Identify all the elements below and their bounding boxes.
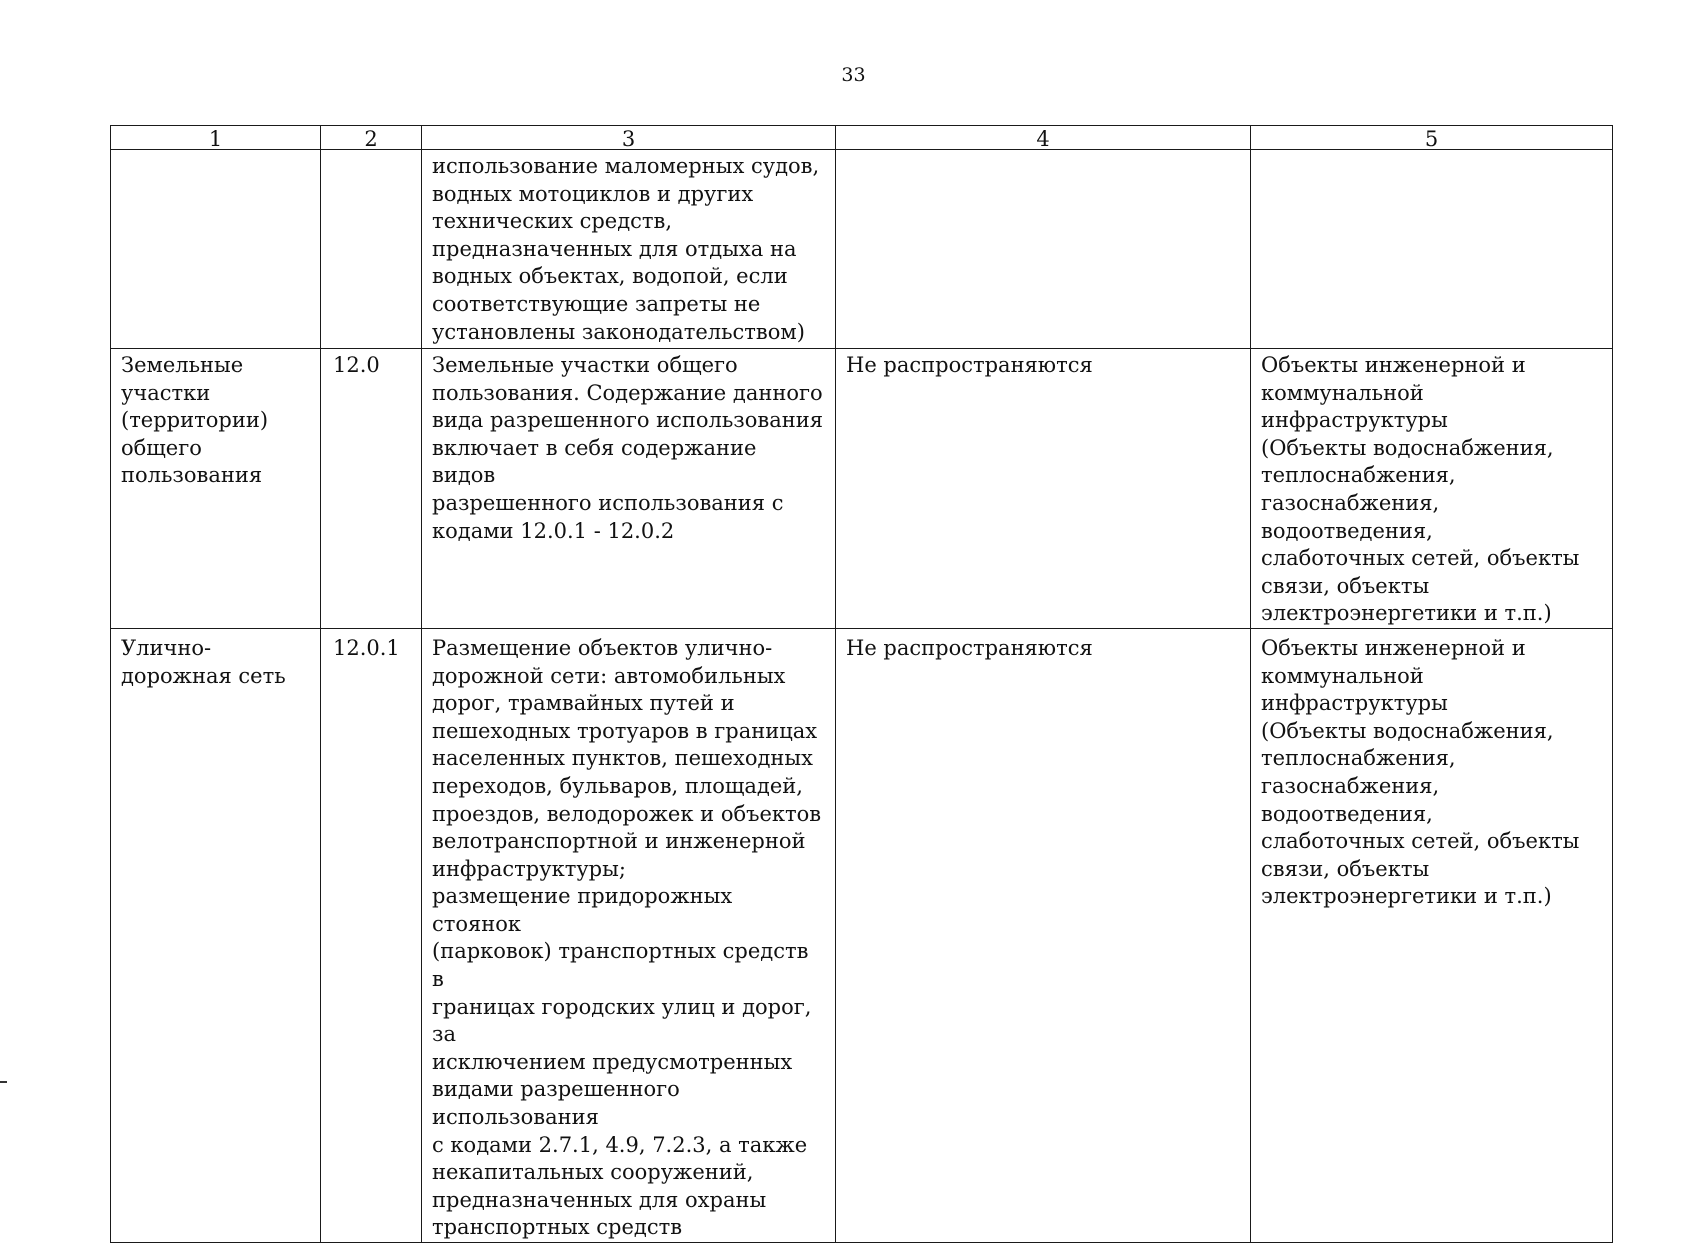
- cell-auxiliary-uses: [1251, 150, 1613, 349]
- table-row: [111, 349, 1613, 629]
- cell-text: Объекты инженерной и коммунальной инфраструктуры (Объекты водоснабжения, теплоснабжения, газоснабжения, водоотведения, слаботочных сетей, объекты связи, объекты электроэнергетики и т.п.): [1261, 635, 1580, 909]
- column-header-2: 2: [321, 126, 422, 150]
- cell-land-use-code: [321, 150, 422, 349]
- table-header-row: [111, 126, 1613, 150]
- cell-text: использование маломерных судов, водных мотоциклов и других технических средств, предназначенных для отдыха на водных объектах, водопой, если соответствующие запреты не установлены законодательством): [432, 154, 820, 344]
- cell-auxiliary-uses: [1251, 349, 1613, 629]
- cell-text: Объекты инженерной и коммунальной инфраструктуры (Объекты водоснабжения, теплоснабжения, газоснабжения, водоотведения, слаботочных сетей, объекты связи, объекты электроэнергетики и т.п.): [1261, 353, 1580, 626]
- page-number: 33: [841, 64, 866, 86]
- cell-land-use-code: [321, 628, 422, 1242]
- cell-land-use-code: [321, 349, 422, 629]
- column-header-3: 3: [422, 126, 836, 150]
- cell-text: Земельные участки общего пользования. Содержание данного вида разрешенного использования включает в себя содержание видов разрешенного использования с кодами 12.0.1 - 12.0.2: [432, 353, 823, 543]
- cell-land-use-name: [111, 349, 321, 629]
- cell-parameters: [836, 349, 1251, 629]
- cell-land-use-name: [111, 150, 321, 349]
- table-row: [111, 628, 1613, 1242]
- cell-text: Улично- дорожная сеть: [121, 635, 286, 688]
- cell-description: [422, 349, 836, 629]
- regulation-table: [110, 125, 1613, 1243]
- margin-mark: [0, 1081, 7, 1083]
- cell-text: 12.0: [333, 353, 380, 377]
- cell-land-use-name: [111, 628, 321, 1242]
- cell-text: Не распространяются: [846, 353, 1093, 377]
- cell-parameters: [836, 628, 1251, 1242]
- table-row: [111, 150, 1613, 349]
- column-header-1: 1: [111, 126, 321, 150]
- column-header-5: 5: [1251, 126, 1613, 150]
- cell-auxiliary-uses: [1251, 628, 1613, 1242]
- column-header-4: 4: [836, 126, 1251, 150]
- cell-description: [422, 150, 836, 349]
- cell-text: Размещение объектов улично- дорожной сети: автомобильных дорог, трамвайных путей и пешеходных тротуаров в границах населенных пунктов, пешеходных переходов, бульваров, площадей, проездов, велодорожек и объектов велотранспортной и инженерной инфраструктуры; размещение придорожных стоянок (парковок) транспортных средств в границах городских улиц и дорог, за исключением предусмотренных видами разрешенного использования с кодами 2.7.1, 4.9, 7.2.3, а также некапитальных сооружений, предназначенных для охраны транспортных средств: [432, 635, 822, 1240]
- cell-text: Не распространяются: [846, 635, 1093, 660]
- cell-text: Земельные участки (территории) общего пользования: [121, 353, 269, 488]
- cell-text: 12.0.1: [333, 635, 400, 660]
- cell-description: [422, 628, 836, 1242]
- cell-parameters: [836, 150, 1251, 349]
